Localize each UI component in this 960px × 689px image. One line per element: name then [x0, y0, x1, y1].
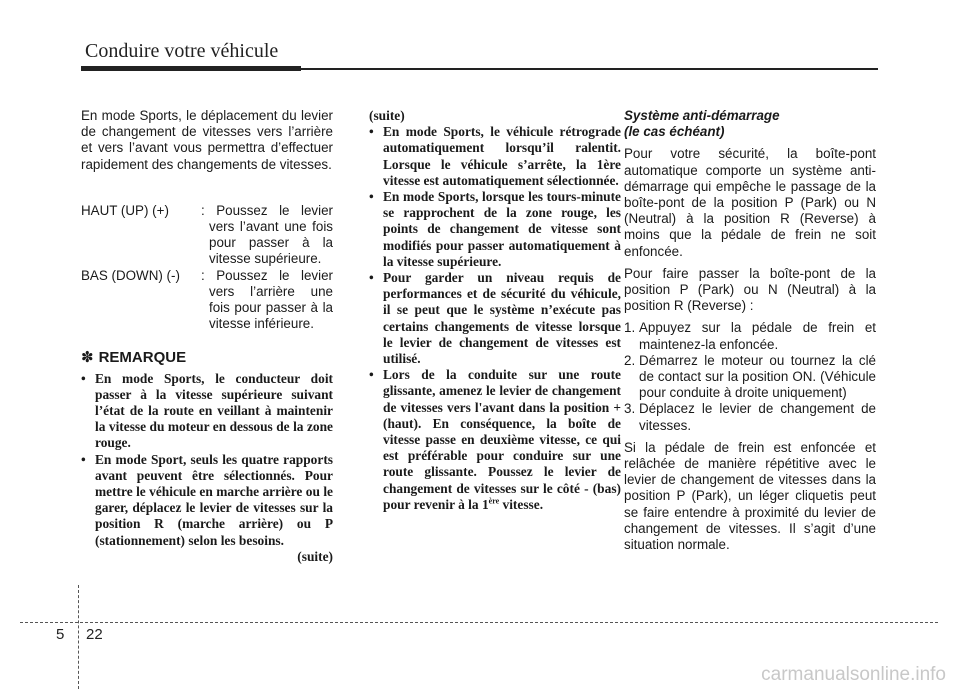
steps-list [624, 320, 876, 433]
watermark: carmanualsonline.info [761, 664, 946, 685]
asterisk-icon: ✽ [81, 349, 94, 367]
footer-rule [20, 622, 938, 623]
list-item: 1. Appuyez sur la pédale de frein et maintenez-la enfoncée. [624, 320, 876, 352]
list-item: • En mode Sports, le véhicule rétrograde automatiquement lorsqu’il ralentit. Lorsque le véhicule s’arrête, la 1ère vitesse est automatiquement sélectionnée. [369, 124, 621, 188]
definition-term: BAS (DOWN) (-) [81, 267, 180, 283]
list-item: • Pour garder un niveau requis de performances et de sécurité du véhicule, il se peut que le système n’exécute pas certains changements de vitesse lorsque le levier de changement de vitesses est utilisé. [369, 270, 621, 367]
remark-title: REMARQUE [98, 349, 187, 367]
list-item: • Lors de la conduite sur une route glissante, amenez le levier de changement de vitesses vers l'avant dans la position +(haut). En conséquence, la boîte de vitesse passe en deuxième vitesse, ce qui est préférable pour conduire sur une route glissante. Poussez le levier de changement de vitesses sur le côté - (bas) pour revenir à la 1ère vitesse. [369, 367, 621, 512]
definition-description: : Poussez le levier vers l’arrière une fois pour passer à la vitesse inférieure. [201, 267, 333, 332]
paragraph: Pour faire passer la boîte-pont de la position P (Park) ou N (Neutral) à la position R (Reverse) : [624, 265, 876, 314]
list-item: • En mode Sports, le conducteur doit passer à la vitesse supérieure suivant l’état de la route en veillant à maintenir la vitesse du moteur en dessous de la zone rouge. [81, 370, 333, 451]
list-item: 3. Déplacez le levier de changement de vitesses. [624, 401, 876, 433]
remark-bullets [81, 371, 333, 549]
intro-paragraph: En mode Sports, le déplacement du levier de changement de vitesses vers l’arrière et vers l’avant vous permettra d’effectuer rapidement des changements de vitesses. [81, 108, 333, 172]
column-1 [81, 108, 333, 565]
footer-divider [78, 585, 79, 689]
shift-definitions [81, 203, 333, 333]
paragraph: Pour votre sécurité, la boîte-pont automatique comporte un système anti-démarrage qui empêche le passage de la boîte-pont de la position P (Park) ou N (Neutral) à la position R (Reverse) à moins que la pédale de frein ne soit enfoncée. [624, 146, 876, 259]
definition-row [81, 268, 333, 333]
header-rule-thick [81, 66, 301, 71]
page-number: 22 [86, 626, 103, 643]
continued-label: (suite) [369, 108, 405, 123]
chapter-number: 5 [56, 626, 65, 643]
list-item: 2. Démarrez le moteur ou tournez la clé de contact sur la position ON. (Véhicule pour conduite à droite uniquement) [624, 352, 876, 401]
remark-heading [81, 350, 333, 366]
column-2 [369, 108, 621, 513]
header-rule-thin [301, 68, 878, 70]
definition-row [81, 203, 333, 268]
section-title: Système anti-démarrage (le cas échéant) [624, 108, 780, 140]
paragraph: Si la pédale de frein est enfoncée et relâchée de manière répétitive avec le levier de changement de vitesses dans la position P (Park), un léger cliquetis peut se faire entendre à proximité du levier de changement de vitesses. Il s’agit d’une situation normale. [624, 439, 876, 553]
page-header-title: Conduire votre véhicule [85, 40, 279, 62]
list-item: • En mode Sport, seuls les quatre rapports avant peuvent être sélectionnés. Pour mettre le véhicule en marche arrière ou le garer, déplacez le levier de vitesses sur la position R (marche arrière) ou P (stationnement) selon les besoins. [81, 451, 333, 548]
definition-description: : Poussez le levier vers l’avant une fois pour passer à la vitesse supérieure. [201, 202, 333, 267]
remark-bullets-continued [369, 124, 621, 513]
continued-label: (suite) [297, 548, 333, 564]
list-item: • En mode Sports, lorsque les tours-minute se rapprochent de la zone rouge, les points de changement de vitesse sont modifiés pour passer automatiquement à la vitesse supérieure. [369, 189, 621, 269]
column-3 [624, 108, 876, 559]
definition-term: HAUT (UP) (+) [81, 202, 169, 218]
